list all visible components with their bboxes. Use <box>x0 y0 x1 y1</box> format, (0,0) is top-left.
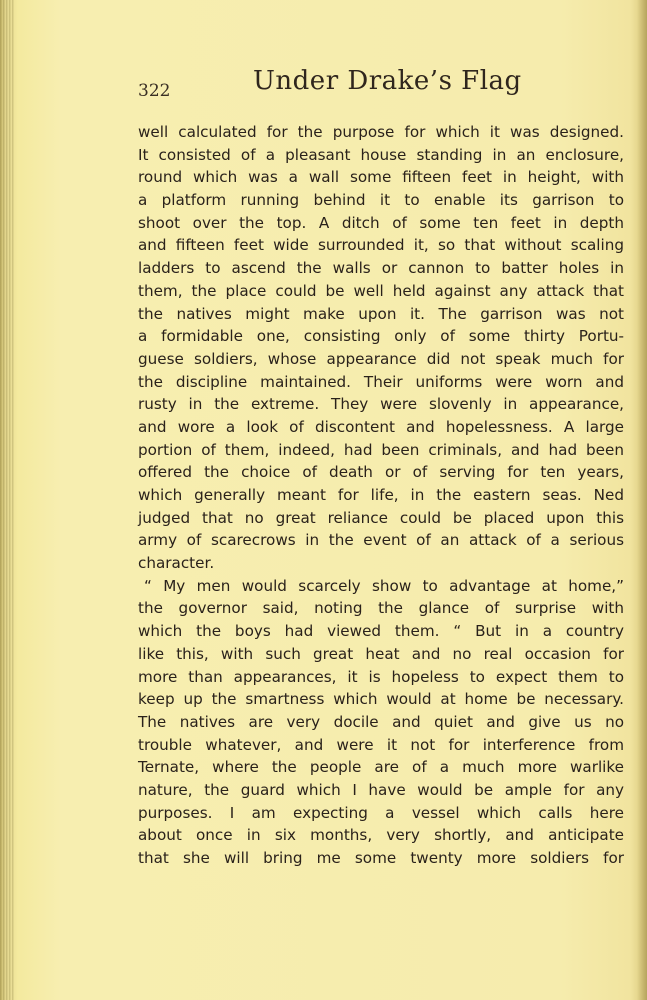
text-line: that she will bring me some twenty more soldiers for <box>138 849 624 867</box>
text-line: them, the place could be well held against any attack that <box>138 281 624 300</box>
text-line: ladders to ascend the walls or cannon to batter holes in <box>138 259 624 278</box>
text-line: judged that no great reliance could be placed upon this <box>138 508 624 527</box>
text-line: Ternate, where the people are of a much more warlike <box>138 758 624 777</box>
text-line: which the boys had viewed them. “ But in a country <box>138 622 624 641</box>
text-line: about once in six months, very shortly, and anticipate <box>138 826 624 845</box>
text-line: “ My men would scarcely show to advantage at home,” <box>144 576 624 595</box>
text-line: portion of them, indeed, had been criminals, and had been <box>138 440 624 459</box>
text-line: shoot over the top. A ditch of some ten feet in depth <box>138 213 624 232</box>
text-line: The natives are very docile and quiet and give us no <box>138 712 624 731</box>
text-line: offered the choice of death or of serving for ten years, <box>138 463 624 482</box>
text-line: guese soldiers, whose appearance did not speak much for <box>138 349 624 368</box>
text-line: and wore a look of discontent and hopelessness. A large <box>138 417 624 436</box>
text-line: character. <box>138 554 215 573</box>
text-line: which generally meant for life, in the eastern seas. Ned <box>138 486 624 504</box>
page-header <box>138 64 628 108</box>
text-line: the discipline maintained. Their uniforms were worn and <box>138 372 624 391</box>
body-text <box>138 121 624 870</box>
text-line: more than appearances, it is hopeless to expect them to <box>138 667 624 686</box>
text-line: the governor said, noting the glance of surprise with <box>138 599 624 618</box>
text-line: well calculated for the purpose for which it was designed. <box>138 123 624 141</box>
text-line: purposes. I am expecting a vessel which calls here <box>138 803 624 822</box>
text-line: round which was a wall some fifteen feet in height, with <box>138 168 624 187</box>
text-line: a formidable one, consisting only of some thirty Portu- <box>138 327 624 346</box>
text-line: nature, the guard which I have would be ample for any <box>138 780 624 799</box>
text-line: keep up the smartness which would at home be necessary. <box>138 690 624 709</box>
text-line: trouble whatever, and were it not for interference from <box>138 735 624 754</box>
text-line: the natives might make upon it. The garrison was not <box>138 304 624 323</box>
text-line: rusty in the extreme. They were slovenly in appearance, <box>138 395 624 414</box>
running-title: Under Drake’s Flag <box>253 66 522 96</box>
text-line: and fifteen feet wide surrounded it, so that without scaling <box>138 236 624 255</box>
text-line: It consisted of a pleasant house standing in an enclosure, <box>138 145 624 164</box>
text-line: a platform running behind it to enable its garrison to <box>138 191 624 210</box>
text-line: like this, with such great heat and no real occasion for <box>138 644 624 663</box>
page-number: 322 <box>138 81 171 101</box>
text-line: army of scarecrows in the event of an attack of a serious <box>138 531 624 550</box>
